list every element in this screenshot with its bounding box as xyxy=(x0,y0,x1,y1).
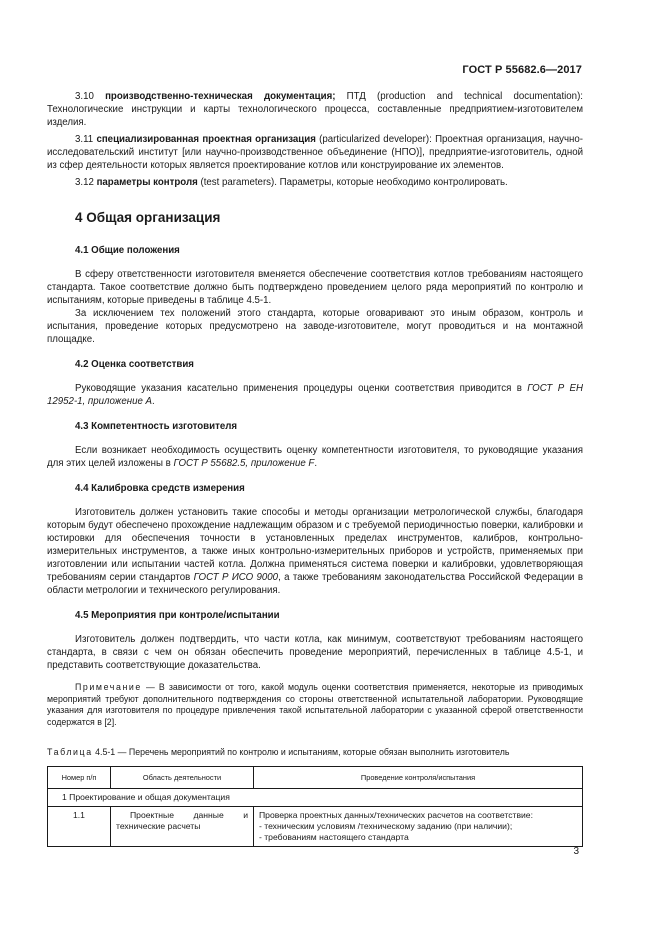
definition-text: ПТД (production and technical documentation): Технологические инструкции и карты технологического процесса, составленные предприятием-изготовителем изделия. xyxy=(47,91,583,128)
table-row xyxy=(48,807,583,847)
standard-reference: ГОСТ Р ИСО 9000 xyxy=(193,572,279,583)
section-4-3-paragraph xyxy=(47,444,583,470)
section-4-1-title: 4.1 Общие положения xyxy=(75,245,180,256)
check-line: Проверка проектных данных/технических расчетов на соответствие: xyxy=(259,810,533,820)
definition-text: (test parameters). Параметры, которые необходимо контролировать. xyxy=(197,177,508,188)
table-caption xyxy=(47,746,583,759)
standard-reference: ГОСТ Р 55682.5, приложение F xyxy=(173,458,315,469)
note-label: Примечание xyxy=(75,682,142,692)
clause-number: 3.12 xyxy=(75,177,94,188)
text: , а также требованиям законодательства Российской Федерации в области метрологии и технического регулирования. xyxy=(47,572,584,596)
section-4-4-paragraph xyxy=(47,506,583,597)
note xyxy=(47,682,583,728)
text: . xyxy=(152,396,155,407)
text: Изготовитель должен установить такие способы и методы организации метрологической службы, благодаря которым будут обеспечено прохождение надлежащим образом и с требуемой периодичностью поверки, калибровки и юстировки для обеспечения точности в установленных пределах инструментов, калибров, контрольно-измерительных инструментов, а также иных контрольно-измерительных приборов и устройств, применяемых при изготовлении или испытании частей котла. Должна применяться система поверки и калибровки, удовлетворяющая требованиям серии стандартов xyxy=(47,507,583,583)
header-number: Номер п/п xyxy=(48,767,111,789)
definition-3-11 xyxy=(47,133,583,172)
document-header: ГОСТ Р 55682.6—2017 xyxy=(462,64,582,76)
definition-3-10 xyxy=(47,90,583,129)
definition-text: (particularized developer): Проектная организация, научно-исследовательский институт [или научно-производственное объединение (НПО)], предприятие-изготовитель, одной из сфер деятельности которых является проектирование котлов или конструирование их элементов. xyxy=(47,134,583,171)
header-check: Проведение контроля/испытания xyxy=(254,767,583,789)
section-4-2-title: 4.2 Оценка соответствия xyxy=(75,359,194,370)
clause-number: 3.10 xyxy=(75,91,94,102)
table-caption-label: Таблица xyxy=(47,747,93,757)
section-4-title: 4 Общая организация xyxy=(75,210,221,225)
clause-number: 3.11 xyxy=(75,134,94,145)
standard-reference: ГОСТ Р ЕН 12952-1, приложение А xyxy=(47,383,583,407)
term: специализированная проектная организация xyxy=(96,134,316,145)
requirements-table xyxy=(47,766,583,847)
section-4-5-title: 4.5 Мероприятия при контроле/испытании xyxy=(75,610,280,621)
header-area: Область деятельности xyxy=(111,767,254,789)
text: . xyxy=(314,458,318,469)
check-line: - техническим условиям /техническому заданию (при наличии); xyxy=(259,821,513,831)
section-4-2-paragraph xyxy=(47,382,583,408)
note-text: — В зависимости от того, какой модуль оценки соответствия применяется, некоторые из приводимых мероприятий требуют дополнительного подтверждения со стороны ответственной испытательной лаборатории. Руководящие указания для изготовителя по процедуре привлечения такой испытательной лаборатории с указанной сферой ответственности содержатся в [2]. xyxy=(47,682,583,727)
page-content xyxy=(47,90,583,847)
section-4-5-paragraph: Изготовитель должен подтвердить, что части котла, как минимум, соответствуют требованиям настоящего стандарта, в связи с чем он обязан обеспечить проведение мероприятий, перечисленных в таблице 4.5-1, и представить соответствующие доказательства. xyxy=(47,634,583,671)
term: производственно-техническая документация; xyxy=(105,91,336,102)
section-4-4-title: 4.4 Калибровка средств измерения xyxy=(75,483,245,494)
section-4-3-title: 4.3 Компетентность изготовителя xyxy=(75,421,238,432)
group-label: 1 Проектирование и общая документация xyxy=(48,789,583,807)
page-number: 3 xyxy=(573,846,579,857)
table-group-row xyxy=(48,789,583,807)
text: Руководящие указания касательно применения процедуры оценки соответствия приводится в xyxy=(75,383,528,394)
section-4-1-paragraph-2: За исключением тех положений этого стандарта, которые оговаривают это иным образом, контроль и испытания, проведение которых предусмотрено на заводе-изготовителе, могут проводиться и на монтажной площадке. xyxy=(47,308,583,345)
section-4-1-paragraph-1: В сферу ответственности изготовителя вменяется обеспечение соответствия котлов требованиям настоящего стандарта. Такое соответствие должно быть подтверждено проведением целого ряда мероприятий по контролю и испытаниям, которые приведены в таблице 4.5-1. xyxy=(47,269,583,306)
table-header-row xyxy=(48,767,583,789)
definition-3-12 xyxy=(47,176,583,189)
table-caption-text: 4.5-1 — Перечень мероприятий по контролю и испытаниям, которые обязан выполнить изготовитель xyxy=(92,747,510,757)
row-check xyxy=(254,807,583,847)
row-number: 1.1 xyxy=(48,807,111,847)
text: Если возникает необходимость осуществить оценку компетентности изготовителя, то руководящие указания для этих целей изложены в xyxy=(47,445,583,469)
check-line: - требованиям настоящего стандарта xyxy=(259,832,409,842)
row-area: Проектные данные и технические расчеты xyxy=(111,807,254,847)
term: параметры контроля xyxy=(96,177,198,188)
